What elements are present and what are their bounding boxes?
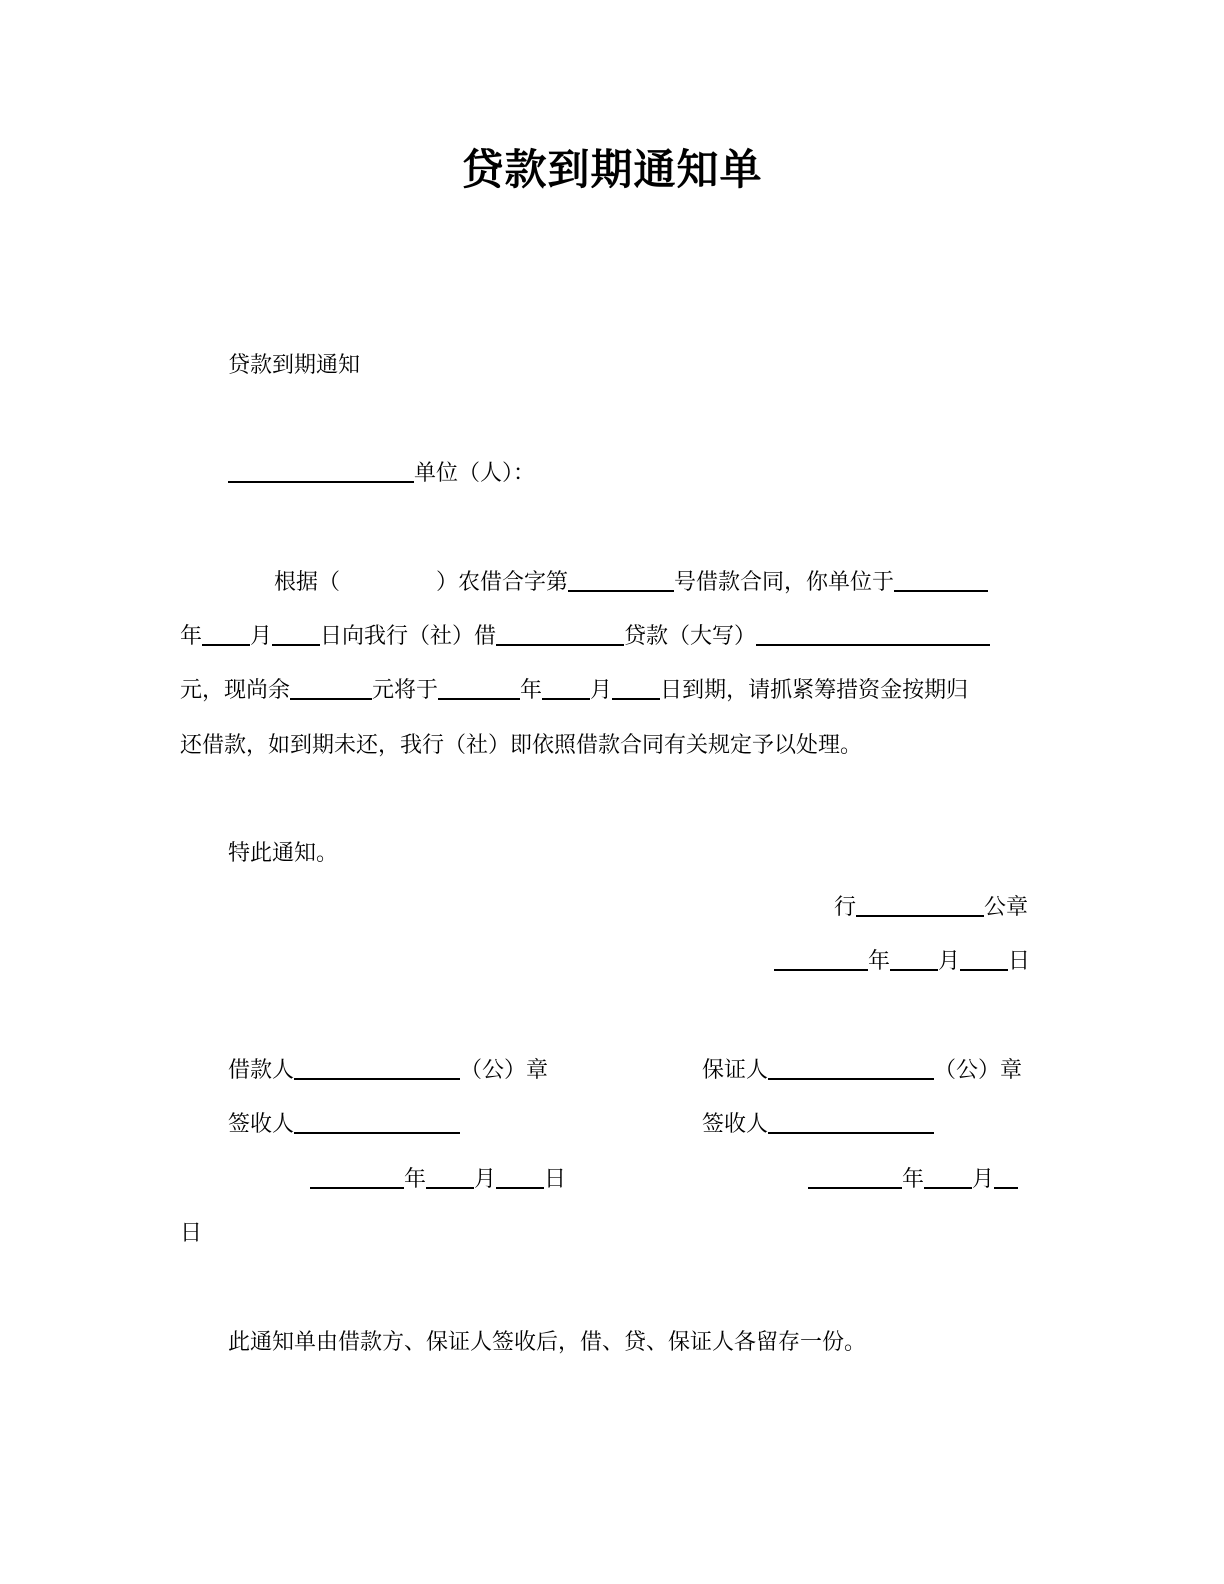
borrower-label: 借款人 [228,1058,295,1083]
guarantor-day-label-wrapped: 日 [180,1221,203,1246]
guarantor-day-blank[interactable] [994,1165,1018,1189]
body-line-1 [274,568,988,598]
due-day-blank[interactable] [612,676,660,700]
body-text: 年 [180,624,203,649]
body-text: 元将于 [372,678,439,703]
remaining-amount-blank[interactable] [290,676,372,700]
loan-day-blank[interactable] [272,622,320,646]
year-label: 年 [404,1167,427,1192]
body-text: 日向我行（社）借 [320,624,497,649]
body-text: 日到期，请抓紧筹措资金按期归 [660,678,969,703]
year-label: 年 [868,949,891,974]
loan-month-blank[interactable] [202,622,250,646]
body-line-3 [180,676,968,706]
guarantor-seal-label: （公）章 [934,1058,1023,1083]
month-label: 月 [972,1167,995,1192]
borrower-seal-label: （公）章 [460,1058,549,1083]
bank-name-blank[interactable] [856,893,984,917]
borrower-seal-line [228,1056,548,1086]
notice-date-line [774,947,1030,977]
document-title: 贷款到期通知单 [461,145,763,194]
month-label: 月 [938,949,961,974]
body-text: 贷款（大写） [624,624,757,649]
day-label: 日 [1008,949,1031,974]
borrower-receiver-blank[interactable] [294,1110,460,1134]
borrower-year-blank[interactable] [310,1165,404,1189]
loan-year-blank[interactable] [894,568,988,592]
due-month-blank[interactable] [542,676,590,700]
notice-day-blank[interactable] [960,947,1008,971]
borrower-blank[interactable] [294,1056,460,1080]
body-text: 年 [520,678,543,703]
due-year-blank[interactable] [438,676,520,700]
day-label: 日 [544,1167,567,1192]
borrower-receiver-line [228,1110,460,1140]
bank-seal-prefix: 行 [834,895,857,920]
loan-type-blank[interactable] [496,622,624,646]
body-text: 月 [250,624,273,649]
addressee-suffix: 单位（人）： [414,461,536,486]
guarantor-date-line [808,1165,1018,1195]
addressee-line [228,459,535,489]
month-label: 月 [474,1167,497,1192]
amount-words-blank[interactable] [756,622,990,646]
body-line-2 [180,622,990,652]
guarantor-label: 保证人 [702,1058,769,1083]
body-text: 号借款合同，你单位于 [674,570,895,595]
closing: 特此通知。 [228,841,339,866]
borrower-receiver-label: 签收人 [228,1112,295,1137]
borrower-date-line [310,1165,566,1195]
footnote: 此通知单由借款方、保证人签收后，借、贷、保证人各留存一份。 [228,1330,867,1355]
body-text: 元，现尚余 [180,678,291,703]
contract-number-blank[interactable] [568,568,674,592]
borrower-month-blank[interactable] [426,1165,474,1189]
borrower-day-blank[interactable] [496,1165,544,1189]
body-text: 月 [590,678,613,703]
body-text: ）农借合字第 [436,570,569,595]
notice-year-blank[interactable] [774,947,868,971]
subtitle: 贷款到期通知 [228,353,361,378]
guarantor-receiver-blank[interactable] [768,1110,934,1134]
body-line-4: 还借款，如到期未还，我行（社）即依照借款合同有关规定予以处理。 [180,733,863,758]
bank-seal-suffix: 公章 [984,895,1029,920]
guarantor-month-blank[interactable] [924,1165,972,1189]
body-text: 根据（ [274,570,341,595]
addressee-blank[interactable] [228,459,414,483]
guarantor-year-blank[interactable] [808,1165,902,1189]
notice-month-blank[interactable] [890,947,938,971]
guarantor-seal-line [702,1056,1022,1086]
guarantor-blank[interactable] [768,1056,934,1080]
bank-seal-line [834,893,1028,923]
year-label: 年 [902,1167,925,1192]
guarantor-receiver-label: 签收人 [702,1112,769,1137]
guarantor-receiver-line [702,1110,934,1140]
